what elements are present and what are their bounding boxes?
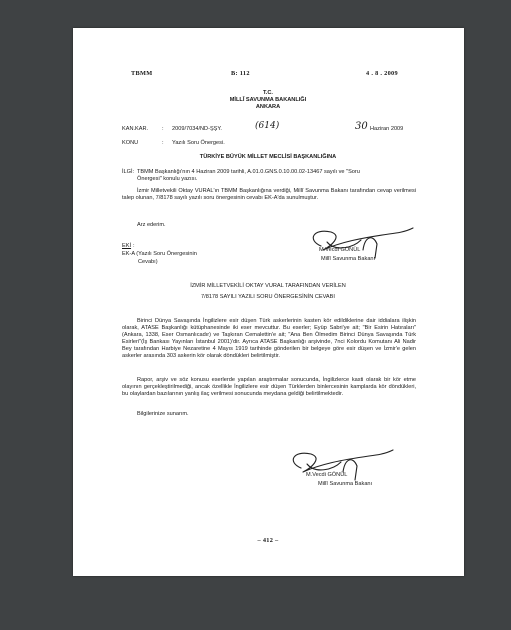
konu-sep: :	[162, 140, 164, 146]
kan-label: KAN.KAR.	[122, 126, 149, 132]
answer-title-line2: 7/8178 SAYILI YAZILI SORU ÖNERGESİNİN CEVABI	[201, 294, 335, 300]
konu-value: Yazılı Soru Önergesi.	[172, 140, 225, 146]
answer-title-line1: İZMİR MİLLETVEKİLİ OKTAY VURAL TARAFINDAN VERİLEN	[190, 283, 346, 289]
ilgi-line2: Önergesi" konulu yazısı.	[137, 176, 198, 182]
date-handwritten-day: 30	[355, 121, 368, 132]
ekler-line2: Cevabı)	[138, 259, 158, 265]
signature1-title: Millî Savunma Bakanı	[321, 256, 376, 262]
letterhead-tc: T.C.	[263, 90, 273, 96]
konu-label: KONU	[122, 140, 139, 146]
answer-paragraph-2: Rapor, arşiv ve söz konusu eserlerde yapılan araştırmalar sonucunda, İngilizlerce kasti olarak bir kör etme olayının gerçekleştirilmediği, ancak özellikle İngilizlere esir düşen Türklerden binlercesinin kamplarda kör döndükleri, bu olaylardan bazılarının yanlış ilaç verilmesi sonucunda meydana geldiği belirtilmektedir.	[122, 377, 416, 397]
answer-paragraph-1: Birinci Dünya Savaşında İngilizlere esir düşen Türk askerlerinin kasten kör edildiklerine dair iddialara ilişkin olarak, ATASE Başkanlığı kütüphanesinde iki eser mevcuttur. Bu eserler; Eyüp Sabri'ye ait; "Bir Esirin Hatıraları" (Ankara, 1338, Eser Osmanlıcadır) ve Taşkıran Cemalettin'e ait; "Ana Ben Ölmedim Birinci Dünya Savaşında Türk Esirleri"(İş Bankası Yayınları İstanbul 2001)'dir. Ayrıca ATASE Başkanlığı arşivinde, 7nci Kolordu Komutanı Ali Nadir Bey tarafından Harbiye Nezaretine 4 Mayıs 1919 tarihinde gönderilen bir belgeye göre esir düşen ve İzmir'e gelen askerler arasında 303 askerin kör olarak döndükleri belirtilmiştir.	[122, 318, 416, 359]
ekler-sep: :	[133, 243, 135, 249]
recipient: TÜRKİYE BÜYÜK MİLLET MECLİSİ BAŞKANLIĞINA	[199, 154, 337, 160]
header-date: 4 . 8 . 2009	[366, 70, 398, 77]
document-page	[73, 28, 464, 576]
signature-2	[281, 446, 401, 486]
ilgi-label: İLGİ:	[122, 169, 135, 175]
closing: Bilgilerinize sunarım.	[137, 411, 189, 417]
signature2-title: Millî Savunma Bakanı	[318, 481, 373, 487]
body-paragraph: İzmir Milletvekili Oktay VURAL'ın TBMM Başkanlığına verdiği, Millî Savunma Bakanı tarafından cevap verilmesi talep olunan, 7/8178 sayılı yazılı soru önergesinin cevabı EK-A'da sunulmuştur.	[122, 188, 416, 201]
kan-sep: :	[162, 126, 164, 132]
signature1-name: M.Vecdi GÖNÜL	[319, 247, 361, 253]
header-left: TBMM	[131, 70, 153, 77]
page-number: – 412 –	[257, 537, 279, 544]
kan-value: 2009/7034/ND-ŞŞY.	[172, 126, 222, 132]
arz-ederim: Arz ederim.	[137, 222, 166, 228]
letterhead-city: ANKARA	[255, 104, 281, 110]
ilgi-line1: TBMM Başkanlığı'nın 4 Haziran 2009 tarihli, A.01.0.GNS.0.10.00.02-13467 sayılı ve "Soru	[137, 169, 360, 175]
letterhead-ministry: MİLLÎ SAVUNMA BAKANLIĞI	[229, 97, 307, 103]
kan-handwritten-number: (614)	[255, 121, 280, 131]
ekler-label: EKİ	[122, 243, 132, 249]
ekler-line1: EK-A (Yazılı Soru Önergesinin	[122, 251, 197, 257]
date-printed: Haziran 2009	[370, 126, 404, 132]
signature2-name: M.Vecdi GÖNÜL	[306, 472, 348, 478]
header-center: B: 112	[231, 70, 250, 77]
